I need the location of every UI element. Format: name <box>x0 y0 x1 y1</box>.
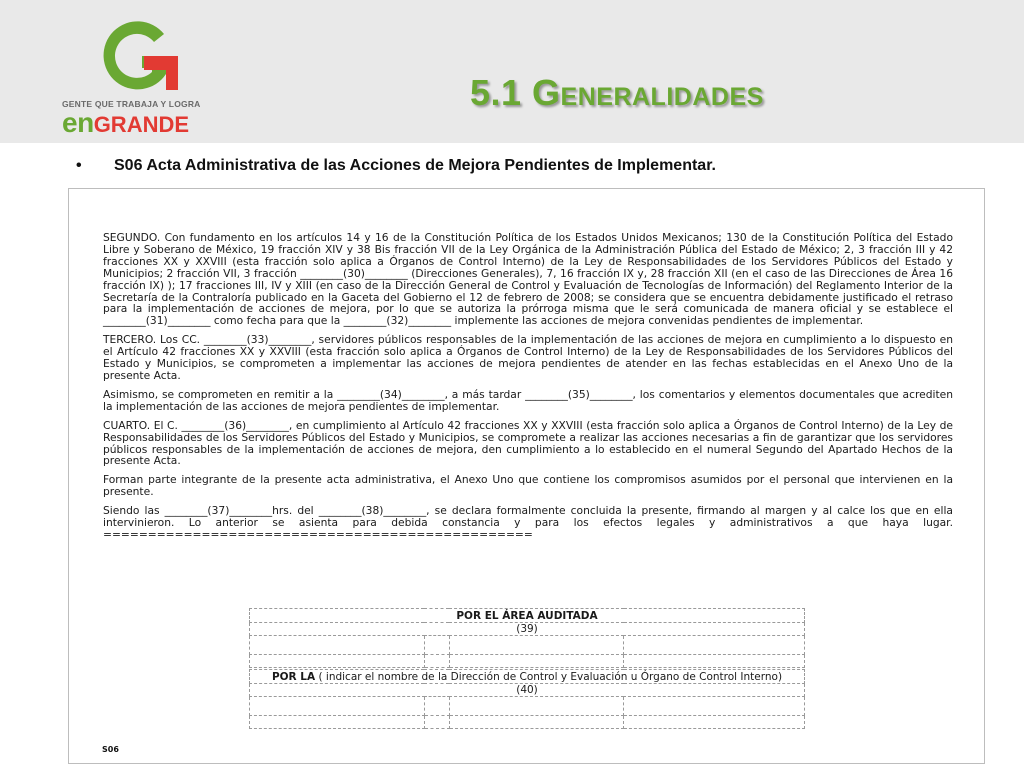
logo-wordmark-grande: GRANDE <box>93 112 190 137</box>
table-header: POR EL ÁREA AUDITADA <box>250 609 805 623</box>
signature-cell <box>624 655 805 668</box>
table-number: (40) <box>250 684 805 697</box>
signature-cell <box>250 655 425 668</box>
paragraph-forman-parte: Forman parte integrante de la presente acta administrativa, el Anexo Uno que contiene los compromisos asumidos por el personal que intervienen en la presente. <box>103 473 953 499</box>
signature-cell <box>449 655 624 668</box>
signature-cell <box>424 655 449 668</box>
document-image <box>68 188 985 764</box>
paragraph-tercero: TERCERO. Los CC. ________(33)________, servidores públicos responsables de la implementación de las acciones de mejora en cumplimiento a lo dispuesto en el Artículo 42 fracciones XX y XXVIII (esta fracción solo aplica a Órganos de Control Interno) de la Ley de Responsabilidades de los Servidores Públicos del Estado y Municipios, se comprometen a implementar las acciones de mejora pendientes de atender en las fechas establecidas en el Anexo Uno de la presente Acta. <box>103 333 953 382</box>
table-number: (39) <box>250 623 805 636</box>
signature-cell <box>449 716 624 729</box>
signature-table-area-auditada <box>249 608 805 668</box>
paragraph-segundo: SEGUNDO. Con fundamento en los artículos 14 y 16 de la Constitución Política de los Estados Unidos Mexicanos; 130 de la Constitución Política del Estado Libre y Soberano de México, 19 fracción XIV y 38 Bis fracción VII de la Ley Orgánica de la Administración Pública del Estado de México; 2, 3 fracción III y 42 fracciones XX y XXVIII (esta fracción solo aplica a Órganos de Control Interno) de la Ley de Responsabilidades de los Servidores Públicos del Estado y Municipios; 2 fracción VII, 3 fracción ________(30)________ (Direcciones Generales), 7, 16 fracción IX y, 28 fracción XII (en el caso de las Direcciones de Área 16 fracción IX) ); 17 fracciones III, IV y XIII (en caso de la Dirección General de Control y Evaluación de Tecnologías de Información) del Reglamento Interior de la Secretaría de la Contraloría publicado en la Gaceta del Gobierno el 12 de febrero de 2008; se considera que se encuentra debidamente justificado el retraso para la implementación de acciones de mejora, por lo que se autoriza la prórroga misma que le será comunicada de manera oficial y se establece el ________(31)________ como fecha para que la ________(32)________ implemente las acciones de mejora convenidas pendientes de implementar. <box>103 231 953 328</box>
signature-cell <box>449 697 624 716</box>
bullet-dot: • <box>76 157 82 174</box>
paragraph-siendo-las: Siendo las ________(37)________hrs. del ________(38)________, se declara formalmente concluida la presente, firmando al margen y al calce los que en ella intervinieron. Lo anterior se asienta para debida constancia y para los efectos legales y administrativos a que haya lugar. ================================================ <box>103 504 953 541</box>
logo-wordmark <box>62 109 189 139</box>
bullet-text: S06 Acta Administrativa de las Acciones de Mejora Pendientes de Implementar. <box>114 157 716 174</box>
slide-title: 5.1 Generalidades <box>470 72 764 113</box>
signature-cell <box>624 697 805 716</box>
signature-cell <box>449 636 624 655</box>
g-logo-icon <box>96 16 182 96</box>
logo-wordmark-en: en <box>62 107 94 138</box>
form-code: S06 <box>102 745 119 754</box>
paragraph-cuarto: CUARTO. El C. ________(36)________, en cumplimiento al Artículo 42 fracciones XX y XXVIII (esta fracción solo aplica a Órganos de Control Interno) de la Ley de Responsabilidades de los Servidores Públicos del Estado y Municipios, se compromete a realizar las acciones necesarias a fin de garantizar que los servidores públicos responsables de la implementación de acciones de mejora, den cumplimiento a lo establecido en el numeral Segundo del Apartado Hechos de la presente Acta. <box>103 418 953 468</box>
table-header <box>250 670 805 684</box>
signature-cell <box>424 697 449 716</box>
table-header-prefix: POR LA <box>271 670 316 683</box>
signature-cell <box>250 697 425 716</box>
signature-table-direccion-control <box>249 669 805 729</box>
document-body <box>103 232 953 548</box>
paragraph-asimismo: Asimismo, se comprometen en remitir a la ________(34)________, a más tardar ________(35)________, los comentarios y elementos documentales que acrediten la implementación de las acciones de mejora pendientes de implementar. <box>103 387 953 413</box>
signature-cell <box>250 636 425 655</box>
bullet-item <box>76 157 716 175</box>
slide-header <box>0 0 1024 143</box>
signature-cell <box>250 716 425 729</box>
signature-cell <box>624 636 805 655</box>
signature-cell <box>624 716 805 729</box>
table-header-rest: ( indicar el nombre de la Dirección de Control y Evaluación u Órgano de Control Interno) <box>315 670 783 683</box>
signature-cell <box>424 716 449 729</box>
engrande-logo <box>58 14 228 136</box>
logo-tagline: GENTE QUE TRABAJA Y LOGRA <box>62 99 201 109</box>
signature-cell <box>424 636 449 655</box>
